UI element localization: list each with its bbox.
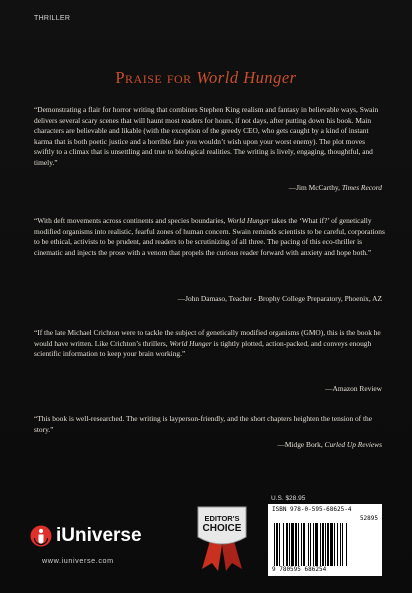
review-quote-1 xyxy=(34,105,386,169)
review-attribution-1-source: Times Record xyxy=(341,183,382,192)
review-attribution-4-name: —Midge Bork, xyxy=(277,440,325,449)
barcode-number: 9 780595 686254 xyxy=(272,566,327,573)
review-quote-1-text: “Demonstrating a flair for horror writing that combines Stephen King realism and fantasy in believable ways, Swain delivers several scary scenes that will haunt most readers for hours, if not days, after putting down his book. Main characters are believable and likable (with the exception of the greedy CEO, who gets caught by a kind of instant karma that is both poetic justice and a horrible fate you wouldn’t wish upon your worst enemy). The plot moves swiftly to a climax that is unsettling and true to biological realities. The writing is lively, engaging, thoughtful, and timely.” xyxy=(34,105,379,167)
praise-heading-text: Praise for xyxy=(115,68,197,87)
review-quote-3-book-title: World Hunger xyxy=(169,338,212,348)
badge-line-2: CHOICE xyxy=(202,523,242,534)
review-quote-3-text-end: is tightly plotted, action-packed, and conveys enough scientific information to keep your brain working.” xyxy=(34,338,372,359)
barcode xyxy=(268,504,382,576)
review-quote-2-text-end: takes the ‘What if?’ of genetically modified organisms into realistic, fearful zones of human concern. Swain reminds scientists to be careful, corporations to be ethical, activists to be prudent, and readers to be scrutinizing of all three. The pacing of this eco-thriller is cinematic and injects the prose with a venom that propels the curious reader forward with anxiety and hope both.” xyxy=(34,216,385,257)
praise-heading xyxy=(0,68,412,88)
isbn-text: ISBN 978-0-595-68625-4 xyxy=(272,506,352,513)
review-attribution-1-name: —Jim McCarthy, xyxy=(288,183,342,192)
publisher-logo xyxy=(30,521,142,551)
genre-label: THRILLER xyxy=(34,15,71,22)
review-quote-3 xyxy=(34,328,386,360)
praise-heading-book-title: World Hunger xyxy=(196,68,297,87)
review-attribution-2-name: —John Damaso, Teacher - Brophy College Preparatory, Phoenix, AZ xyxy=(177,294,382,303)
review-attribution-4 xyxy=(278,440,383,449)
publisher-name: iUniverse xyxy=(56,525,142,546)
review-attribution-3-name: —Amazon Review xyxy=(325,384,382,393)
price-supplement-code: 52895 xyxy=(359,515,378,522)
iuniverse-logo-icon xyxy=(30,525,52,547)
review-quote-2 xyxy=(34,216,386,258)
editors-choice-badge xyxy=(194,503,250,573)
review-quote-2-book-title: World Hunger xyxy=(227,216,270,225)
review-quote-4-text: “This book is well-researched. The writing is layperson-friendly, and the short chapters heighten the tension of the story.” xyxy=(34,414,373,434)
review-attribution-1 xyxy=(289,183,382,192)
review-attribution-3 xyxy=(325,384,382,393)
badge-line-1: EDITOR'S xyxy=(204,514,240,523)
publisher-url: www.iuniverse.com xyxy=(42,556,114,565)
review-attribution-4-source: Curled Up Reviews xyxy=(324,440,382,449)
price-label: U.S. $28.95 xyxy=(271,495,306,502)
barcode-bars-icon xyxy=(274,523,376,566)
review-attribution-2 xyxy=(178,294,382,303)
review-quote-3-text-start: “If the late Michael Crichton were to tackle the subject of genetically modified organisms (GMO), this is the book he would have written. Like Crichton’s thrillers, xyxy=(34,328,381,348)
review-quote-2-text-start: “With deft movements across continents and species boundaries, xyxy=(34,216,228,225)
review-quote-4 xyxy=(34,414,386,435)
